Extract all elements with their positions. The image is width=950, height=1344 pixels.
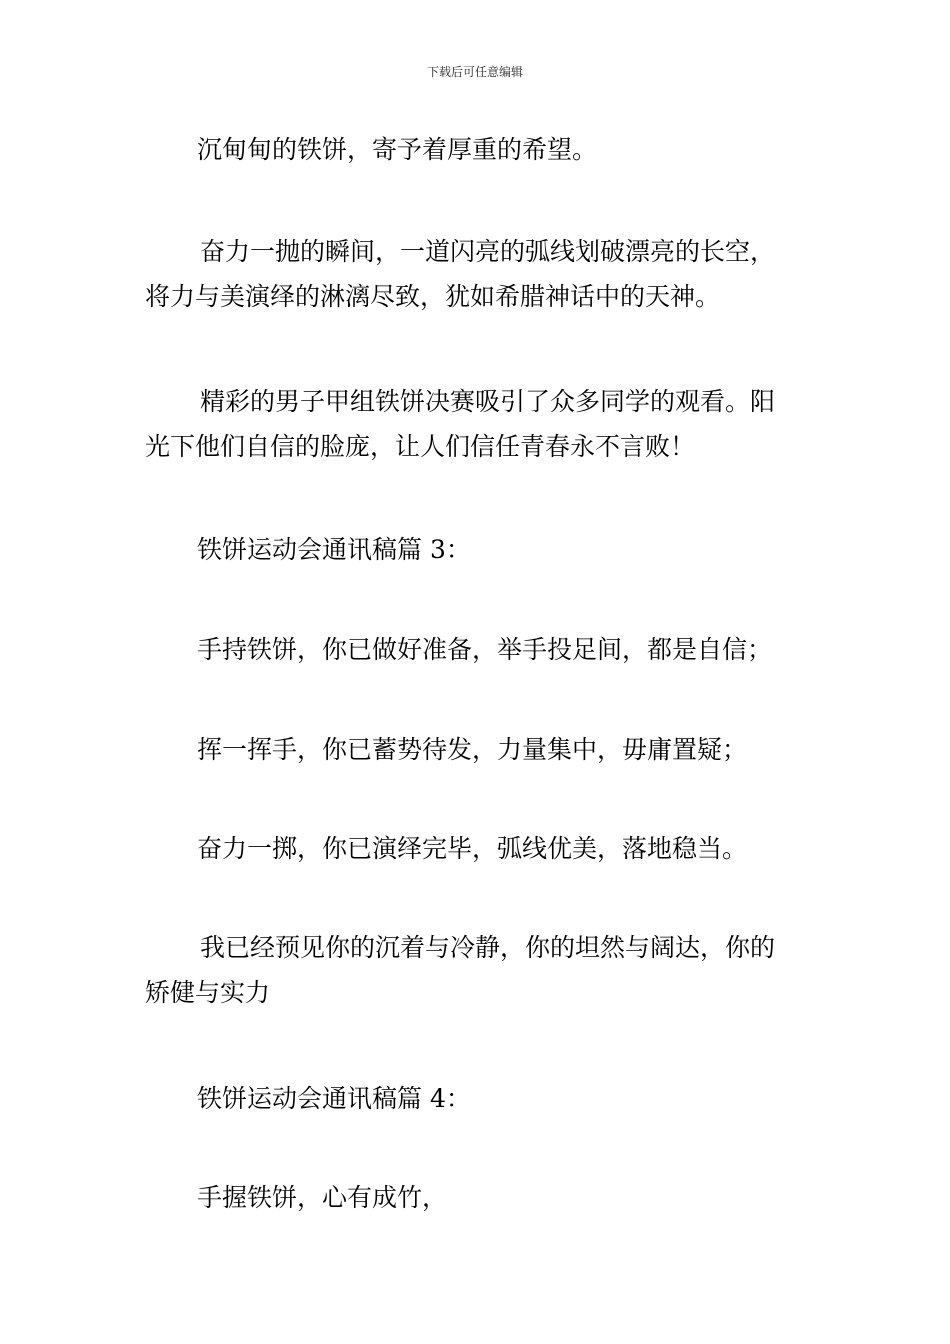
paragraph-line: 奋力一掷，你已演绎完毕，弧线优美，落地稳当。 — [197, 834, 748, 863]
paragraph-line: 手持铁饼，你已做好准备，举手投足间，都是自信； — [197, 635, 773, 664]
paragraph-line: 将力与美演绎的淋漓尽致，犹如希腊神话中的天神。 — [145, 282, 721, 311]
paragraph — [145, 379, 815, 469]
paragraph — [145, 1175, 815, 1220]
section-heading — [145, 527, 815, 572]
paragraph-line: 沉甸甸的铁饼，寄予着厚重的希望。 — [197, 135, 598, 164]
paragraph — [145, 127, 815, 172]
paragraph-line: 光下他们自信的脸庞，让人们信任青春永不言败！ — [145, 432, 696, 461]
paragraph-line: 铁饼运动会通讯稿篇 4： — [197, 1084, 471, 1113]
section-heading — [145, 1076, 815, 1121]
paragraph-line: 挥一挥手，你已蓄势待发，力量集中，毋庸置疑； — [197, 735, 748, 764]
paragraph — [145, 727, 815, 772]
paragraph — [145, 229, 815, 319]
paragraph-line: 手握铁饼，心有成竹， — [197, 1183, 448, 1212]
paragraph-line: 我已经预见你的沉着与冷静，你的坦然与阔达，你的 — [200, 933, 776, 962]
paragraph-line: 铁饼运动会通讯稿篇 3： — [197, 535, 471, 564]
paragraph — [145, 826, 815, 871]
page-header: 下载后可任意编辑 — [426, 65, 523, 79]
paragraph-line: 矫健与实力 — [145, 978, 271, 1007]
paragraph — [145, 627, 815, 672]
paragraph — [145, 925, 815, 1015]
paragraph-line: 精彩的男子甲组铁饼决赛吸引了众多同学的观看。阳 — [200, 387, 776, 416]
paragraph-line: 奋力一抛的瞬间，一道闪亮的弧线划破漂亮的长空， — [200, 237, 776, 266]
